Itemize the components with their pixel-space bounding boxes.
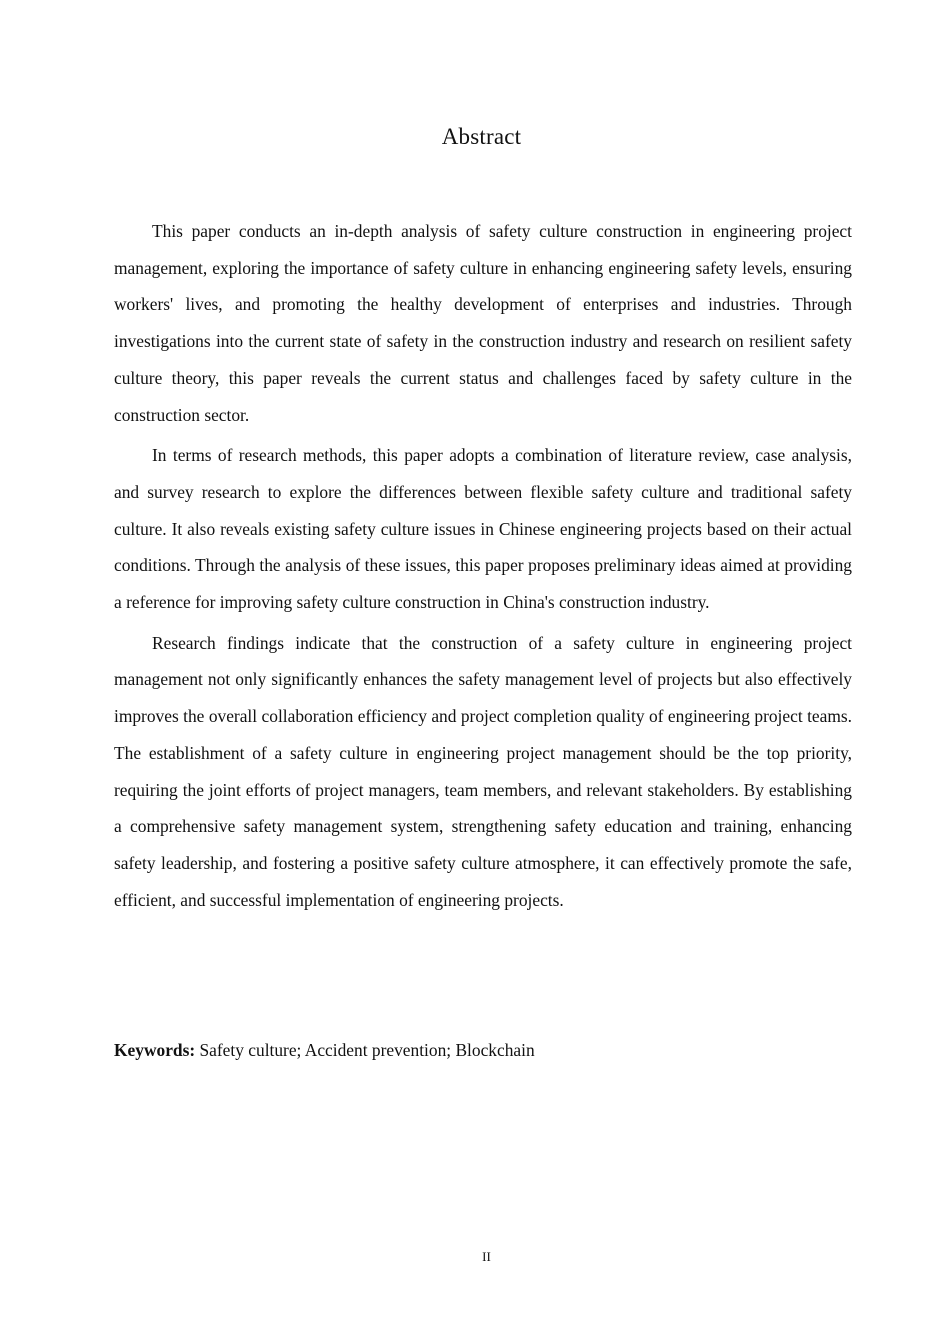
abstract-paragraph-1: This paper conducts an in-depth analysis of safety culture construction in engineering project management, exploring the importance of safety culture in enhancing engineering safety levels, ensuring workers' lives, and promoting the healthy development of enterprises and industries. Through investigations into the current state of safety in the construction industry and research on resilient safety culture theory, this paper reveals the current status and challenges faced by safety culture in the construction sector. bbox=[114, 221, 852, 425]
abstract-title: Abstract bbox=[441, 124, 522, 149]
keywords-label: Keywords: bbox=[114, 1040, 196, 1060]
abstract-paragraph-2: In terms of research methods, this paper adopts a combination of literature review, case analysis, and survey research to explore the differences between flexible safety culture and traditional safety culture. It also reveals existing safety culture issues in Chinese engineering projects based on their actual conditions. Through the analysis of these issues, this paper proposes preliminary ideas aimed at providing a reference for improving safety culture construction in China's construction industry. bbox=[114, 445, 852, 613]
page-number: II bbox=[482, 1249, 491, 1264]
keywords-line bbox=[114, 1036, 852, 1064]
keywords-text: Safety culture; Accident prevention; Blockchain bbox=[195, 1040, 535, 1060]
abstract-body bbox=[114, 213, 852, 922]
abstract-paragraph-3: Research findings indicate that the construction of a safety culture in engineering project management not only significantly enhances the safety management level of projects but also effectively improves the overall collaboration efficiency and project completion quality of engineering project teams. The establishment of a safety culture in engineering project management should be the top priority, requiring the joint efforts of project managers, team members, and relevant stakeholders. By establishing a comprehensive safety management system, strengthening safety education and training, enhancing safety leadership, and fostering a positive safety culture atmosphere, it can effectively promote the safe, efficient, and successful implementation of engineering projects. bbox=[114, 632, 852, 910]
